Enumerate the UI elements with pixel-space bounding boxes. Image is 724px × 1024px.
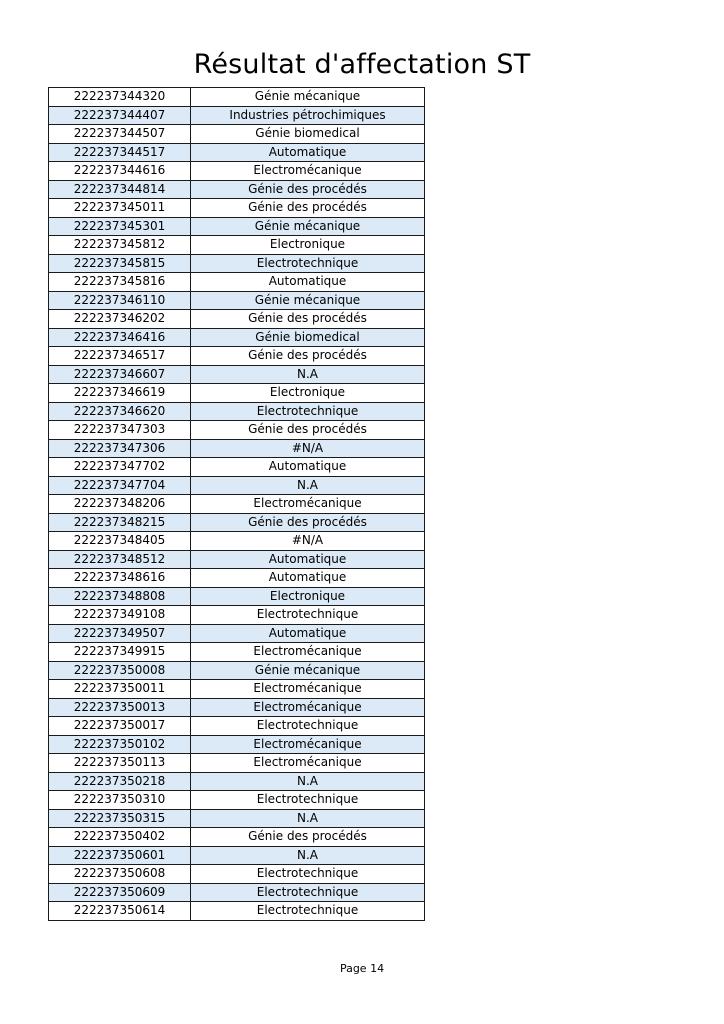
assigned-field-cell: Génie des procédés [191,347,425,366]
table-row [49,624,425,643]
student-id-cell: 222237348405 [49,532,191,551]
table-row [49,143,425,162]
student-id-cell: 222237345301 [49,217,191,236]
assigned-field-cell: Electronique [191,587,425,606]
table-row [49,865,425,884]
table-row [49,661,425,680]
assigned-field-cell: N.A [191,772,425,791]
student-id-cell: 222237348512 [49,550,191,569]
student-id-cell: 222237344814 [49,180,191,199]
assigned-field-cell: Automatique [191,550,425,569]
table-row [49,439,425,458]
assigned-field-cell: Electromécanique [191,162,425,181]
student-id-cell: 222237350218 [49,772,191,791]
assigned-field-cell: Génie des procédés [191,828,425,847]
assigned-field-cell: Génie des procédés [191,421,425,440]
table-row [49,328,425,347]
assigned-field-cell: Electrotechnique [191,791,425,810]
assigned-field-cell: Electronique [191,236,425,255]
table-row [49,532,425,551]
student-id-cell: 222237349507 [49,624,191,643]
assigned-field-cell: Electrotechnique [191,865,425,884]
student-id-cell: 222237345011 [49,199,191,218]
assigned-field-cell: Génie mécanique [191,291,425,310]
assigned-field-cell: Electromécanique [191,643,425,662]
assigned-field-cell: Electromécanique [191,735,425,754]
student-id-cell: 222237348808 [49,587,191,606]
assigned-field-cell: N.A [191,846,425,865]
table-row [49,365,425,384]
table-row [49,217,425,236]
table-row [49,421,425,440]
student-id-cell: 222237349915 [49,643,191,662]
assigned-field-cell: Automatique [191,624,425,643]
student-id-cell: 222237350011 [49,680,191,699]
table-row [49,199,425,218]
assigned-field-cell: Electrotechnique [191,402,425,421]
page-title: Résultat d'affectation ST [193,49,531,80]
student-id-cell: 222237349108 [49,606,191,625]
table-row [49,772,425,791]
student-id-cell: 222237347702 [49,458,191,477]
table-row [49,606,425,625]
student-id-cell: 222237344517 [49,143,191,162]
table-row [49,310,425,329]
student-id-cell: 222237350402 [49,828,191,847]
table-row [49,273,425,292]
student-id-cell: 222237344616 [49,162,191,181]
table-row [49,828,425,847]
assigned-field-cell: Industries pétrochimiques [191,106,425,125]
table-row [49,902,425,921]
student-id-cell: 222237346607 [49,365,191,384]
assigned-field-cell: N.A [191,476,425,495]
table-row [49,643,425,662]
assigned-field-cell: Electromécanique [191,698,425,717]
assigned-field-cell: Automatique [191,143,425,162]
student-id-cell: 222237350609 [49,883,191,902]
table-row [49,846,425,865]
assigned-field-cell: Electronique [191,384,425,403]
table-row [49,402,425,421]
table-row [49,809,425,828]
assigned-field-cell: Génie des procédés [191,310,425,329]
table-row [49,495,425,514]
assigned-field-cell: Génie des procédés [191,199,425,218]
student-id-cell: 222237350310 [49,791,191,810]
student-id-cell: 222237350102 [49,735,191,754]
assigned-field-cell: N.A [191,365,425,384]
student-id-cell: 222237348206 [49,495,191,514]
student-id-cell: 222237348616 [49,569,191,588]
assigned-field-cell: Génie mécanique [191,88,425,107]
table-row [49,347,425,366]
student-id-cell: 222237345812 [49,236,191,255]
table-row [49,717,425,736]
assigned-field-cell: Automatique [191,458,425,477]
table-row [49,587,425,606]
assigned-field-cell: N.A [191,809,425,828]
assigned-field-cell: Electromécanique [191,680,425,699]
assigned-field-cell: Electrotechnique [191,254,425,273]
assigned-field-cell: #N/A [191,532,425,551]
table-row [49,384,425,403]
assigned-field-cell: Génie des procédés [191,180,425,199]
student-id-cell: 222237350013 [49,698,191,717]
student-id-cell: 222237350008 [49,661,191,680]
assigned-field-cell: Electrotechnique [191,717,425,736]
student-id-cell: 222237345816 [49,273,191,292]
student-id-cell: 222237350614 [49,902,191,921]
student-id-cell: 222237350608 [49,865,191,884]
student-id-cell: 222237350113 [49,754,191,773]
student-id-cell: 222237344320 [49,88,191,107]
table-row [49,106,425,125]
table-row [49,125,425,144]
table-row [49,236,425,255]
table-row [49,162,425,181]
table-row [49,698,425,717]
assigned-field-cell: Electrotechnique [191,606,425,625]
assignment-table [48,87,425,921]
assigned-field-cell: Automatique [191,273,425,292]
student-id-cell: 222237350601 [49,846,191,865]
student-id-cell: 222237346110 [49,291,191,310]
assigned-field-cell: #N/A [191,439,425,458]
table-row [49,513,425,532]
table-row [49,291,425,310]
student-id-cell: 222237346202 [49,310,191,329]
student-id-cell: 222237350017 [49,717,191,736]
assigned-field-cell: Génie mécanique [191,217,425,236]
assigned-field-cell: Electrotechnique [191,883,425,902]
table-row [49,180,425,199]
assigned-field-cell: Génie mécanique [191,661,425,680]
student-id-cell: 222237347303 [49,421,191,440]
table-row [49,735,425,754]
table-row [49,550,425,569]
assigned-field-cell: Génie biomedical [191,125,425,144]
student-id-cell: 222237346517 [49,347,191,366]
table-row [49,754,425,773]
assigned-field-cell: Génie des procédés [191,513,425,532]
student-id-cell: 222237348215 [49,513,191,532]
assigned-field-cell: Génie biomedical [191,328,425,347]
student-id-cell: 222237344407 [49,106,191,125]
student-id-cell: 222237347306 [49,439,191,458]
table-row [49,680,425,699]
table-row [49,254,425,273]
assigned-field-cell: Electromécanique [191,754,425,773]
table-row [49,458,425,477]
page-number: Page 14 [339,962,385,975]
student-id-cell: 222237346620 [49,402,191,421]
table-row [49,88,425,107]
table-row [49,569,425,588]
assigned-field-cell: Electrotechnique [191,902,425,921]
table-row [49,791,425,810]
student-id-cell: 222237347704 [49,476,191,495]
student-id-cell: 222237350315 [49,809,191,828]
table-row [49,476,425,495]
assigned-field-cell: Automatique [191,569,425,588]
table-row [49,883,425,902]
student-id-cell: 222237344507 [49,125,191,144]
assignment-table-body [49,88,425,921]
assigned-field-cell: Electromécanique [191,495,425,514]
student-id-cell: 222237346619 [49,384,191,403]
student-id-cell: 222237345815 [49,254,191,273]
student-id-cell: 222237346416 [49,328,191,347]
